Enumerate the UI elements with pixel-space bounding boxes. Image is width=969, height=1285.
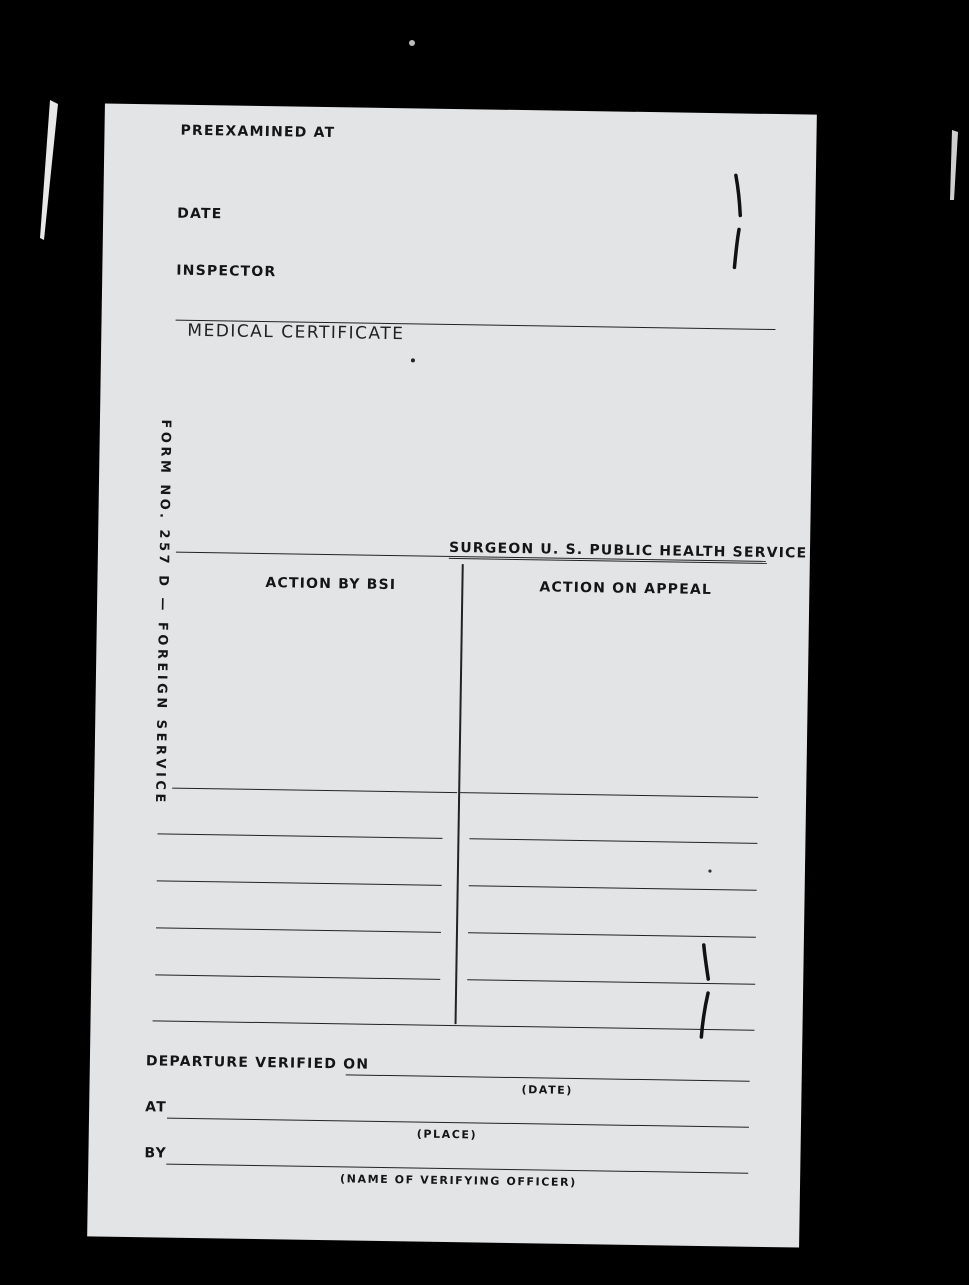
bsi-line-5 [155,974,440,979]
officer-caption: (NAME OF VERIFYING OFFICER) [339,1172,577,1190]
action-on-appeal-label: ACTION ON APPEAL [539,579,713,599]
dust-speck-top [405,36,419,50]
film-edge-right [944,130,964,210]
bsi-line-4 [156,927,441,932]
handwritten-mark-top [722,171,754,271]
preexamined-label: PREEXAMINED AT [180,122,336,142]
bsi-line-2 [157,833,442,838]
date-label: DATE [177,205,223,223]
actions-bottom-line [153,1020,755,1030]
form-card [87,103,817,1247]
film-edge-left [36,100,66,260]
medical-certificate-title: MEDICAL CERTIFICATE [187,320,405,345]
appeal-line-1 [460,792,758,798]
ink-dot [410,357,416,363]
form-number: FORM NO. 257 D — FOREIGN SERVICE [151,419,173,806]
officer-line [166,1164,748,1174]
ink-dot-small [707,868,713,874]
handwritten-mark-bottom [688,941,720,1041]
at-label: AT [145,1099,168,1116]
by-label: BY [144,1145,168,1162]
appeal-line-3 [469,885,757,891]
actions-column-divider [455,564,464,1024]
appeal-line-2 [469,838,757,844]
action-by-bsi-label: ACTION BY BSI [265,575,397,594]
surgeon-label: SURGEON U. S. PUBLIC HEALTH SERVICE [448,539,808,562]
appeal-line-4 [468,932,756,938]
departure-verified-label: DEPARTURE VERIFIED ON [145,1053,370,1073]
bsi-line-1 [172,788,457,793]
bsi-line-3 [157,880,442,885]
place-caption: (PLACE) [416,1127,478,1142]
place-line [167,1118,749,1128]
date-caption: (DATE) [521,1083,574,1097]
inspector-label: INSPECTOR [176,262,277,281]
departure-date-line [346,1074,750,1081]
